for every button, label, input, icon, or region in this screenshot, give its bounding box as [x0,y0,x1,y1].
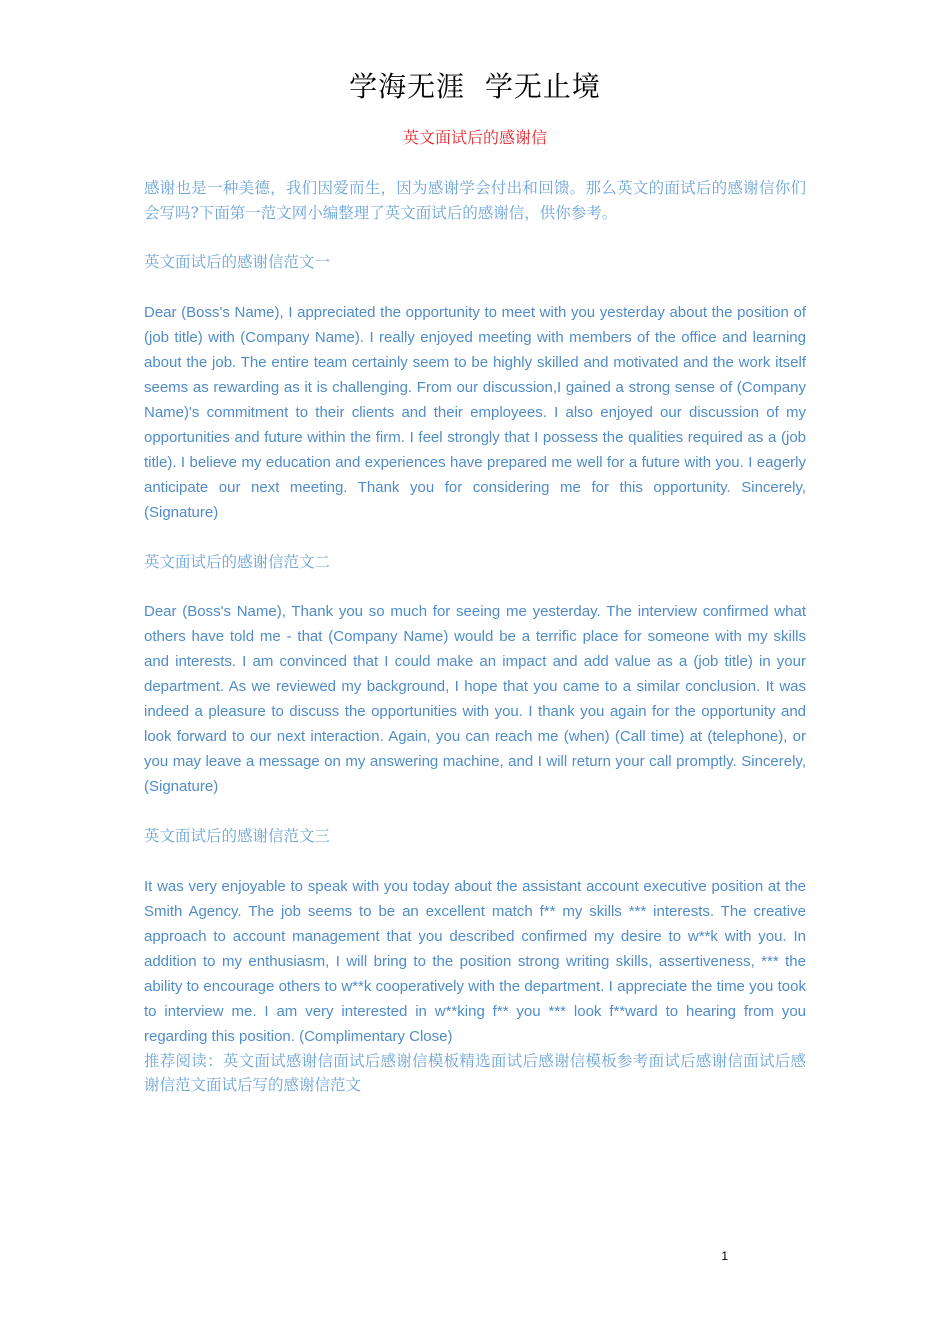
article-content [144,176,806,1098]
section-heading-2: 英文面试后的感谢信范文二 [144,552,331,571]
section-body-2: Dear (Boss's Name), Thank you so much for seeing me yesterday. The interview confirmed what others have told me - that (Company Name) would be a terrific place for someone with my skills and interests. I am convinced that I could make an impact and add value as a (job title) in your department. As we reviewed my background, I hope that you came to a similar conclusion. It was indeed a pleasure to discuss the opportunities with you. I thank you again for the opportunity and look forward to our next interaction. Again, you can reach me (when) (Call time) at (telephone), or you may leave a message on my answering machine, and I will return your call promptly. Sincerely, (Signature) [144,603,806,795]
section-heading-3: 英文面试后的感谢信范文三 [144,827,331,845]
section-body-1: Dear (Boss's Name), I appreciated the opportunity to meet with you yesterday about the position of (job title) with (Company Name). I really enjoyed meeting with members of the office and learning about the job. The entire team certainly seem to be highly skilled and motivated and the work itself seems as rewarding as it is challenging. From our discussion,I gained a strong sense of (Company Name)'s commitment to their clients and their employees. I also enjoyed our discussion of my opportunities and future within the firm. I feel strongly that I possess the qualities required as a (job title). I believe my education and experiences have prepared me well for a future with you. I eagerly anticipate our next meeting. Thank you for considering me for this opportunity. Sincerely, (Signature) [144,303,806,521]
page-title: 学海无涯 学无止境 [349,70,601,103]
section-body-3: It was very enjoyable to speak with you today about the assistant account executive position at the Smith Agency. The job seems to be an excellent match f** my skills *** interests. The creative approach to account management that you described confirmed my desire to w**k with you. In addition to my enthusiasm, I will bring to the position strong writing skills, assertiveness, *** the ability to encourage others to w**k cooperatively with the department. I appreciate the time you took to interview me. I am very interested in w**king f** you *** look f**ward to hearing from you regarding this position. (Complimentary Close) [144,877,806,1045]
intro-paragraph: 感谢也是一种美德，我们因爱而生，因为感谢学会付出和回馈。那么英文的面试后的感谢信你们会写吗?下面第一范文网小编整理了英文面试后的感谢信，供你参考。 [144,179,806,222]
recommended-reading: 推荐阅读：英文面试感谢信面试后感谢信模板精选面试后感谢信模板参考面试后感谢信面试后感谢信范文面试后写的感谢信范文 [144,1051,806,1094]
page-number: 1 [721,1249,728,1263]
section-heading-1: 英文面试后的感谢信范文一 [144,253,331,271]
article-title: 英文面试后的感谢信 [402,128,547,147]
